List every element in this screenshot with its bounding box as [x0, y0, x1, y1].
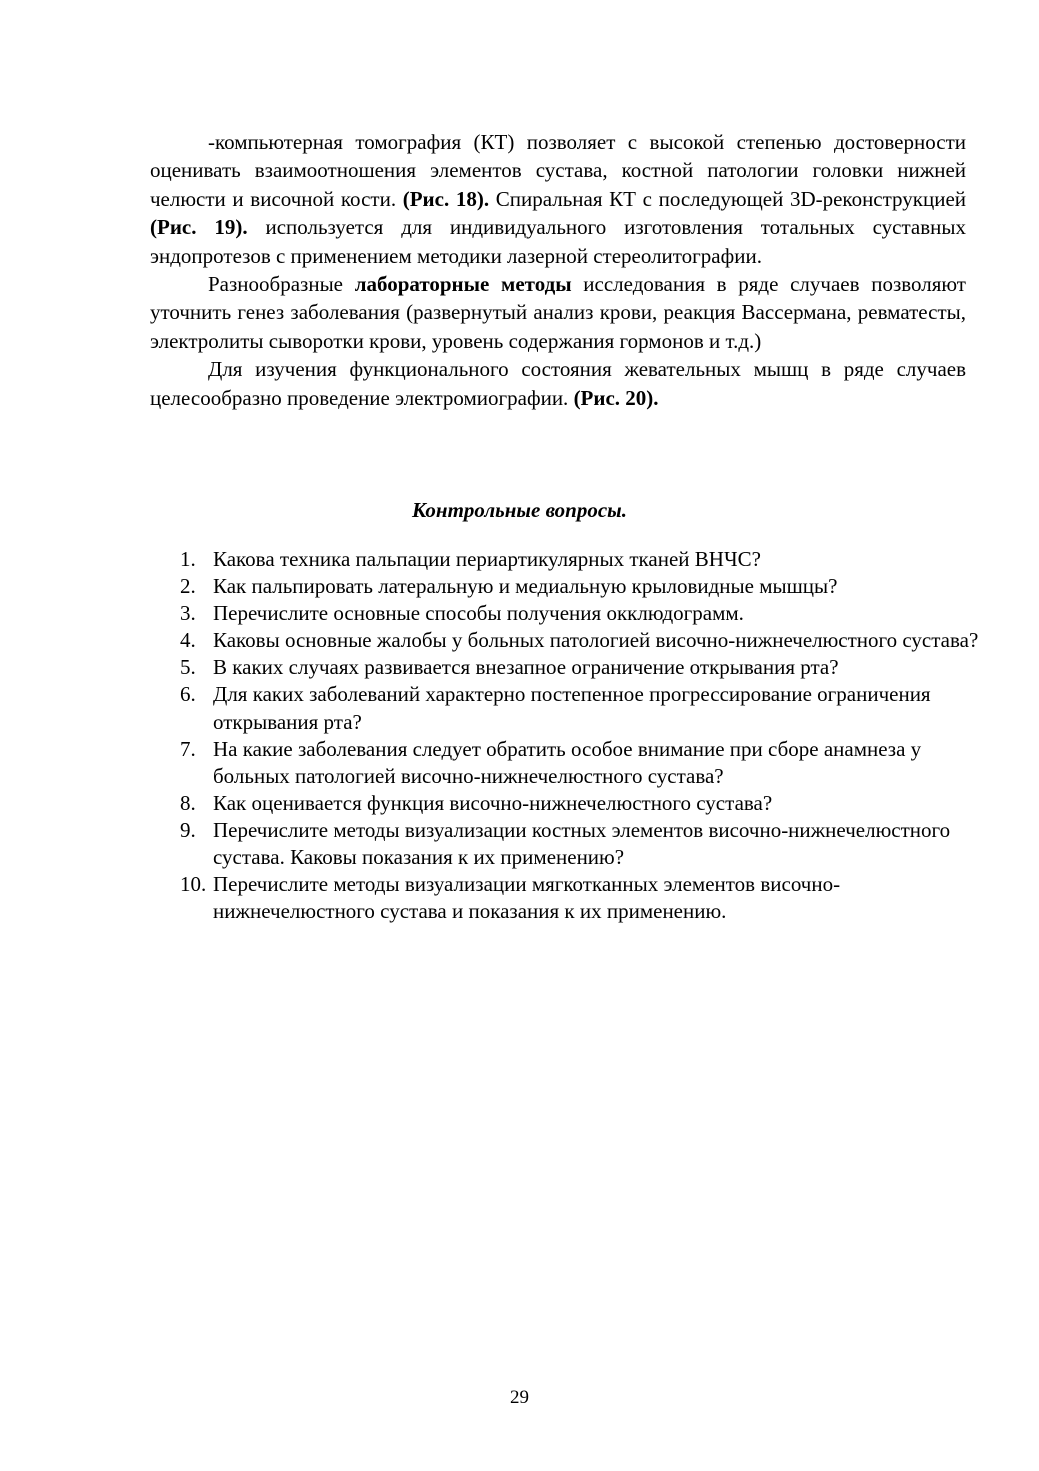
list-item	[150, 546, 980, 573]
list-item	[150, 871, 980, 925]
list-item	[150, 681, 980, 735]
list-item-text: Как пальпировать латеральную и медиальную крыловидные мышцы?	[213, 574, 838, 599]
list-item-number: 7.	[180, 736, 196, 761]
list-item	[150, 736, 980, 790]
list-item	[150, 600, 980, 627]
list-item-text: На какие заболевания следует обратить особое внимание при сборе анамнеза у больных патологией височно-нижнечелюстного сустава?	[213, 736, 922, 788]
questions-list	[150, 546, 980, 925]
list-item	[150, 817, 980, 871]
list-item-number: 5.	[180, 655, 196, 680]
list-item	[150, 790, 980, 817]
paragraph-ct-text-2: Спиральная КТ с последующей 3D-реконструкцией	[489, 186, 967, 211]
paragraph-ct-text: -компьютерная томография (КТ) позволяет с высокой степенью достоверности оценивать взаимоотношения элементов сустава, костной патологии головки нижней челюсти и височной кости.	[150, 130, 966, 211]
lab-methods-term: лабораторные методы	[354, 272, 572, 297]
paragraph-lab-text-2: исследования в ряде случаев позволяют уточнить генез заболевания (развернутый анализ крови, реакция Вассермана, ревматесты, электролиты сыворотки крови, уровень содержания гормонов и т.д.)	[150, 272, 966, 353]
list-item-number: 3.	[180, 601, 196, 626]
figure-ref-18: (Рис. 18).	[402, 186, 490, 211]
list-item-text: В каких случаях развивается внезапное ограничение открывания рта?	[213, 655, 839, 680]
list-item-number: 10.	[180, 872, 207, 897]
list-item-number: 2.	[180, 574, 196, 599]
paragraph-ct-text-3: используется для индивидуального изготовления тотальных суставных эндопротезов с применением методики лазерной стереолитографии.	[150, 215, 966, 268]
list-item-number: 8.	[180, 790, 196, 815]
list-item-text: Перечислите методы визуализации костных элементов височно-нижнечелюстного сустава. Каковы показания к их применению?	[213, 817, 951, 870]
page-number: 29	[510, 1387, 529, 1408]
list-item-text: Перечислите основные способы получения окклюдограмм.	[213, 601, 744, 626]
list-item-text: Перечислите методы визуализации мягкотканных элементов височно-нижнечелюстного сустава и показания к их применению.	[213, 872, 841, 924]
list-item-number: 6.	[180, 682, 196, 707]
list-item-number: 1.	[180, 547, 196, 571]
list-item	[150, 573, 980, 600]
list-item-number: 9.	[180, 817, 196, 842]
list-item	[150, 627, 980, 654]
paragraph-emg	[150, 355, 966, 412]
body-text	[150, 128, 966, 412]
list-item-text: Какова техника пальпации периартикулярных тканей ВНЧС?	[213, 547, 761, 571]
paragraph-emg-text: Для изучения функционального состояния жевательных мышц в ряде случаев целесообразно проведение электромиографии.	[150, 357, 966, 410]
list-item-number: 4.	[180, 628, 196, 653]
list-item-text: Как оценивается функция височно-нижнечелюстного сустава?	[213, 790, 773, 815]
list-item	[150, 654, 980, 681]
paragraph-lab-text: Разнообразные	[208, 272, 355, 297]
figure-ref-20: (Рис. 20).	[573, 385, 659, 410]
paragraph-ct	[150, 128, 966, 270]
list-item-text: Каковы основные жалобы у больных патологией височно-нижнечелюстного сустава?	[213, 628, 979, 653]
figure-ref-19: (Рис. 19).	[150, 215, 248, 240]
paragraph-lab-methods	[150, 270, 966, 355]
section-title: Контрольные вопросы.	[411, 498, 627, 522]
list-item-text: Для каких заболеваний характерно постепенное прогрессирование ограничения открывания рта?	[213, 682, 931, 734]
